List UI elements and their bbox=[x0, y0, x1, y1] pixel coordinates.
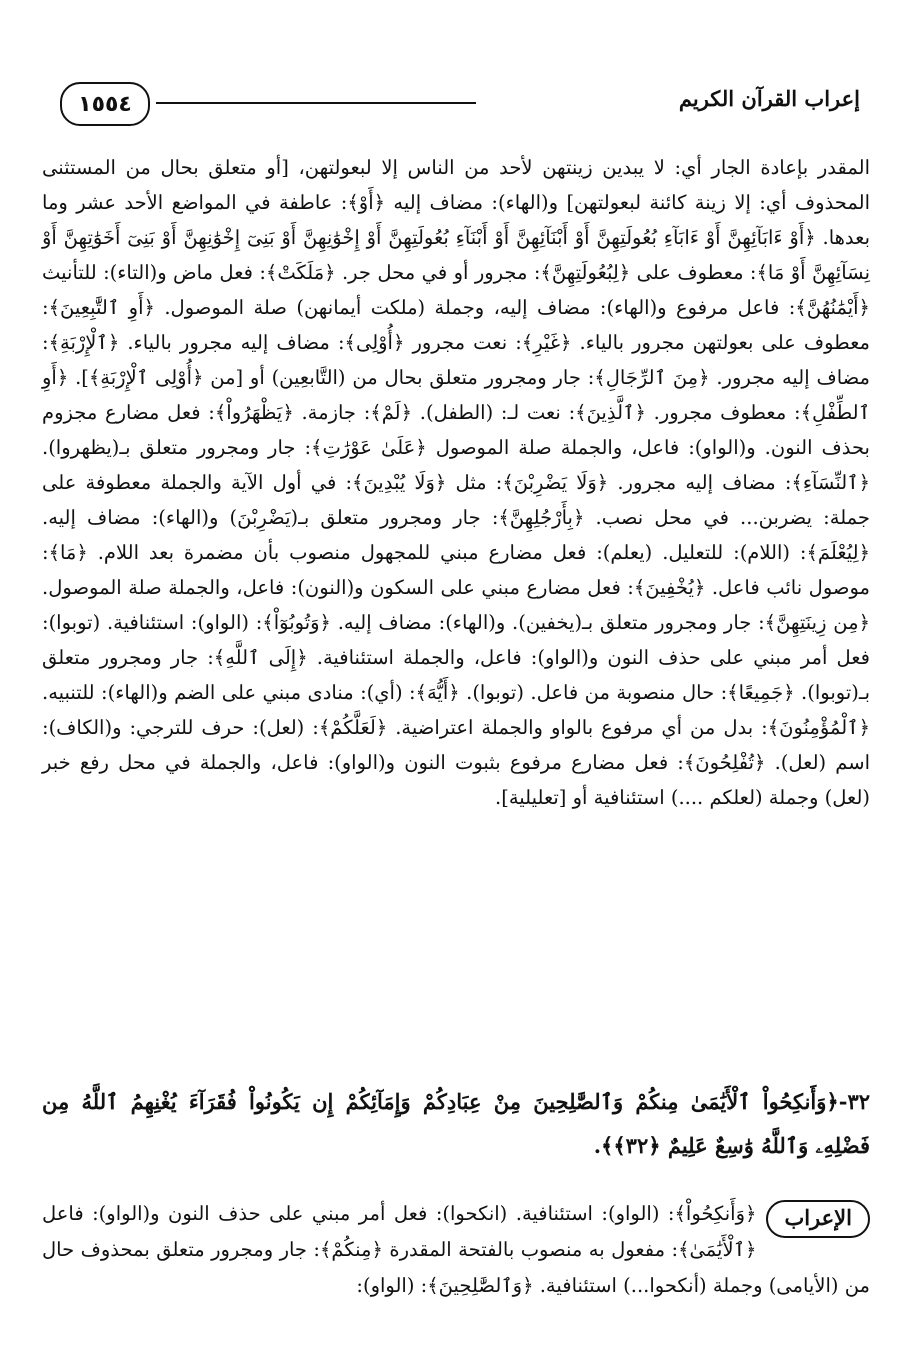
irab-text: ﴿وَأَنكِحُواْ﴾: (الواو): استئنافية. (انكحوا): فعل أمر مبني على حذف النون و(الواو): فاعل ﴿ٱلْأَيَٰمَىٰ﴾: مفعول به منصوب بالفتحة المقدرة ﴿مِنكُمْ﴾: جار ومجرور متعلق بمحذوف حال من (الأيامى) وجملة (أنكحوا...) استئنافية. ﴿وَٱلصَّٰلِحِينَ﴾: (الواو): bbox=[42, 1202, 870, 1297]
page-number: ١٥٥٤ bbox=[60, 82, 150, 126]
commentary-text bbox=[42, 150, 870, 815]
irab-section bbox=[42, 1196, 870, 1304]
book-title: إعراب القرآن الكريم bbox=[678, 86, 860, 111]
verse-number: ٣٢- bbox=[838, 1089, 870, 1114]
header-divider bbox=[156, 102, 476, 104]
page-header bbox=[60, 74, 860, 134]
verse-text: ﴿وَأَنكِحُواْ ٱلْأَيَٰمَىٰ مِنكُمْ وَٱلصَّٰلِحِينَ مِنْ عِبَادِكُمْ وَإِمَآئِكُمْ إِن يَكُونُواْ فُقَرَآءَ يُغْنِهِمُ ٱللَّهُ مِن فَضْلِهِۦ وَٱللَّهُ وَٰسِعٌ عَلِيمٌ ﴿٣٢﴾﴾. bbox=[42, 1089, 870, 1158]
quran-verse bbox=[42, 1080, 870, 1168]
irab-label: الإعراب bbox=[766, 1200, 870, 1238]
commentary-paragraph: المقدر بإعادة الجار أي: لا يبدين زينتهن لأحد من الناس إلا لبعولتهن، [أو متعلق بحال من المستثنى المحذوف أي: إلا زينة كائنة لبعولتهن] و(الهاء): مضاف إليه ﴿أَوْ﴾: عاطفة في المواضع الأحد عشر وما بعدها. ﴿أَوْ ءَابَآئِهِنَّ أَوْ ءَابَآءِ بُعُولَتِهِنَّ أَوْ أَبْنَآئِهِنَّ أَوْ أَبْنَآءِ بُعُولَتِهِنَّ أَوْ إِخْوَٰنِهِنَّ أَوْ بَنِىٓ إِخْوَٰنِهِنَّ أَوْ بَنِىٓ أَخَوَٰتِهِنَّ أَوْ نِسَآئِهِنَّ أَوْ مَا﴾: معطوف على ﴿لِبُعُولَتِهِنَّ﴾: مجرور أو في محل جر. ﴿مَلَكَتْ﴾: فعل ماض و(التاء): للتأنيث ﴿أَيْمَٰنُهُنَّ﴾: فاعل مرفوع و(الهاء): مضاف إليه، وجملة (ملكت أيمانهن) صلة الموصول. ﴿أَوِ ٱلتَّٰبِعِينَ﴾: معطوف على بعولتهن مجرور بالياء. ﴿غَيْرِ﴾: نعت مجرور ﴿أُوْلِى﴾: مضاف إليه مجرور بالياء. ﴿ٱلْإِرْبَةِ﴾: مضاف إليه مجرور. ﴿مِنَ ٱلرِّجَالِ﴾: جار ومجرور متعلق بحال من (التَّابعِين) أو [من ﴿أُوْلِى ٱلْإِرْبَةِ﴾]. ﴿أَوِ ٱلطِّفْلِ﴾: معطوف مجرور. ﴿ٱلَّذِينَ﴾: نعت لـ: (الطفل). ﴿لَمْ﴾: جازمة. ﴿يَظْهَرُواْ﴾: فعل مضارع مجزوم بحذف النون. و(الواو): فاعل، والجملة صلة الموصول ﴿عَلَىٰ عَوْرَٰتِ﴾: جار ومجرور متعلق بـ(يظهروا). ﴿ٱلنِّسَآءِ﴾: مضاف إليه مجرور. ﴿وَلَا يَضْرِبْنَ﴾: مثل ﴿وَلَا يُبْدِينَ﴾: في أول الآية والجملة معطوفة على جملة: يضربن... في محل نصب. ﴿بِأَرْجُلِهِنَّ﴾: جار ومجرور متعلق بـ(يَضْرِبْنَ) و(الهاء): مضاف إليه. ﴿لِيُعْلَمَ﴾: (اللام): للتعليل. (يعلم): فعل مضارع مبني للمجهول منصوب بأن مضمرة بعد اللام. ﴿مَا﴾: موصول نائب فاعل. ﴿يُخْفِينَ﴾: فعل مضارع مبني على السكون و(النون): فاعل، والجملة صلة الموصول. ﴿مِن زِينَتِهِنَّ﴾: جار ومجرور متعلق بـ(يخفين). و(الهاء): مضاف إليه. ﴿وَتُوبُوٓاْ﴾: (الواو): استئنافية. (توبوا): فعل أمر مبني على حذف النون و(الواو): فاعل، والجملة استئنافية. ﴿إِلَى ٱللَّهِ﴾: جار ومجرور متعلق بـ(توبوا). ﴿جَمِيعًا﴾: حال منصوبة من فاعل. (توبوا). ﴿أَيُّهَ﴾: (أي): منادى مبني على الضم و(الهاء): للتنبيه. ﴿ٱلْمُؤْمِنُونَ﴾: بدل من أي مرفوع بالواو والجملة اعتراضية. ﴿لَعَلَّكُمْ﴾: (لعل): حرف للترجي: و(الكاف): اسم (لعل). ﴿تُفْلِحُونَ﴾: فعل مضارع مرفوع بثبوت النون و(الواو): فاعل، والجملة في محل رفع خبر (لعل) وجملة (لعلكم ....) استئنافية أو [تعليلية]. bbox=[42, 156, 870, 809]
